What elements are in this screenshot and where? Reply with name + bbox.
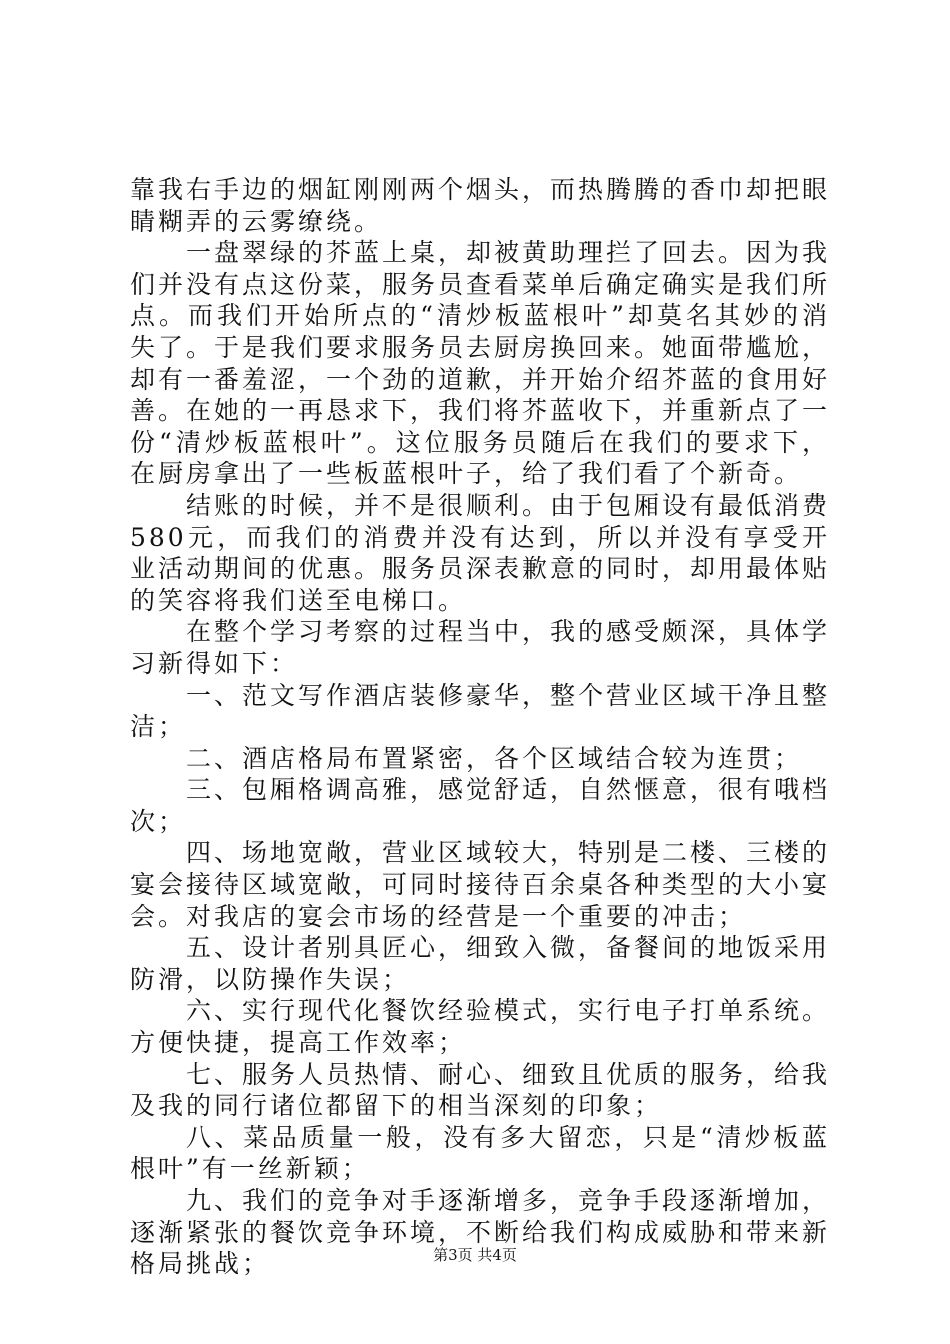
paragraph-summary-intro: 在整个学习考察的过程当中，我的感受颇深，具体学习新得如下：: [130, 617, 831, 678]
list-item-4: 四、场地宽敞，营业区域较大，特别是二楼、三楼的宴会接待区域宽敞，可同时接待百余桌各种类型的大小宴会。对我店的宴会市场的经营是一个重要的冲击；: [130, 838, 831, 931]
body-text: [130, 174, 830, 1280]
paragraph-continuation: 靠我右手边的烟缸刚刚两个烟头，而热腾腾的香巾却把眼睛糊弄的云雾缭绕。: [130, 175, 831, 236]
list-item-1: 一、范文写作酒店装修豪华，整个营业区域干净且整洁；: [130, 680, 831, 742]
list-item-3: 三、包厢格调高雅，感觉舒适，自然惬意，很有哦档次；: [130, 775, 831, 836]
list-item-9: 九、我们的竞争对手逐渐增多，竞争手段逐渐增加，逐渐紧张的餐饮竞争环境，不断给我们构成威胁和带来新格局挑战；: [130, 1186, 831, 1279]
list-item-2: 二、酒店格局布置紧密，各个区域结合较为连贯；: [186, 743, 803, 773]
list-item-8: 八、菜品质量一般，没有多大留恋，只是“清炒板蓝根叶”有一丝新颖；: [130, 1122, 830, 1184]
paragraph-checkout: 结账的时候，并不是很顺利。由于包厢设有最低消费580元，而我们的消费并没有达到，所以并没有享受开业活动期间的优惠。服务员深表歉意的同时，却用最体贴的笑容将我们送至电梯口。: [130, 490, 831, 615]
list-item-6: 六、实行现代化餐饮经验模式，实行电子打单系统。方便快捷，提高工作效率；: [130, 996, 831, 1058]
list-item-5: 五、设计者别具匠心，细致入微，备餐间的地饭采用防滑，以防操作失误；: [130, 933, 831, 994]
paragraph-mustard-greens: 一盘翠绿的芥蓝上桌，却被黄助理拦了回去。因为我们并没有点这份菜，服务员查看菜单后确定确实是我们所点。而我们开始所点的“清炒板蓝根叶”却莫名其妙的消失了。于是我们要求服务员去厨房换回来。她面带尴尬，却有一番羞涩，一个劲的道歉，并开始介绍芥蓝的食用好善。在她的一再恳求下，我们将芥蓝收下，并重新点了一份“清炒板蓝根叶”。这位服务员随后在我们的要求下，在厨房拿出了一些板蓝根叶子，给了我们看了个新奇。: [130, 238, 831, 489]
list-item-7: 七、服务人员热情、耐心、细致且优质的服务，给我及我的同行诸位都留下的相当深刻的印象；: [130, 1059, 831, 1121]
page-number-footer: 第3页 共4页: [433, 1246, 517, 1264]
